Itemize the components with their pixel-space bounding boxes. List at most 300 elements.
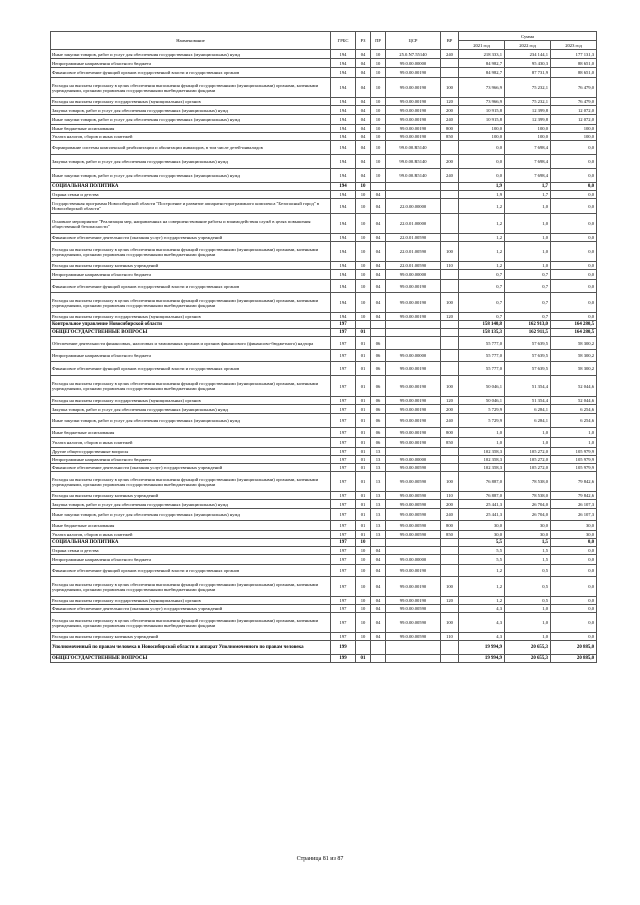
row-grbs: 197	[331, 597, 356, 605]
table-row	[51, 68, 597, 78]
row-rz: 10	[356, 183, 371, 191]
row-sum-2021: 19 994,9	[459, 655, 505, 663]
row-grbs: 197	[331, 547, 356, 555]
row-rz: 01	[356, 428, 371, 438]
row-name: Финансовое обеспечение функций органов государственной власти и государственных органов	[51, 565, 331, 577]
row-vr	[441, 329, 459, 337]
row-sum-2021: 10 915,8	[459, 115, 505, 125]
row-grbs: 197	[331, 428, 356, 438]
row-sum-2021: 4,3	[459, 605, 505, 613]
row-pr: 04	[371, 262, 386, 270]
row-pr: 04	[371, 280, 386, 293]
row-sum-2021: 73 966,9	[459, 98, 505, 106]
row-csr: 99.0.00.00000	[386, 270, 441, 280]
row-vr	[441, 234, 459, 242]
table-row	[51, 577, 597, 597]
row-sum-2023: 0,0	[551, 605, 597, 613]
row-rz: 01	[356, 509, 371, 521]
row-vr: 850	[441, 133, 459, 141]
row-pr: 10	[371, 169, 386, 183]
table-row	[51, 115, 597, 125]
row-name: Непрограммные направления областного бюджета	[51, 270, 331, 280]
row-sum-2022: 30,0	[505, 531, 551, 539]
row-sum-2021: 30,0	[459, 521, 505, 531]
table-row	[51, 199, 597, 214]
row-pr: 10	[371, 98, 386, 106]
row-pr: 04	[371, 313, 386, 321]
row-vr: 240	[441, 169, 459, 183]
row-csr: 99.0.00.00190	[386, 133, 441, 141]
row-sum-2023: 52 044,6	[551, 397, 597, 405]
row-name: Иные закупки товаров, работ и услуг для обеспечения государственных (муниципальных) нужд	[51, 414, 331, 428]
row-name: Иные закупки товаров, работ и услуг для обеспечения государственных (муниципальных) нужд	[51, 115, 331, 125]
row-sum-2021: 4,3	[459, 613, 505, 633]
row-name: Расходы на выплаты персоналу государственных (муниципальных) органов	[51, 313, 331, 321]
row-sum-2021: 5,5	[459, 555, 505, 565]
row-csr: 99.0.00.00590	[386, 464, 441, 472]
row-sum-2023: 164 280,5	[551, 321, 597, 329]
row-rz: 01	[356, 414, 371, 428]
row-pr	[371, 641, 386, 655]
row-vr	[441, 337, 459, 350]
table-row	[51, 155, 597, 169]
row-rz: 01	[356, 438, 371, 448]
row-sum-2022: 1,0	[505, 428, 551, 438]
row-sum-2022: 7 698,4	[505, 141, 551, 155]
row-csr: 99.0.00.00190	[386, 376, 441, 397]
row-sum-2023: 0,0	[551, 234, 597, 242]
row-vr	[441, 321, 459, 329]
row-grbs: 194	[331, 262, 356, 270]
row-pr: 04	[371, 242, 386, 262]
row-name: Уплата налогов, сборов и иных платежей	[51, 531, 331, 539]
table-body	[51, 50, 597, 663]
row-sum-2023: 0,0	[551, 577, 597, 597]
row-sum-2022: 1,0	[505, 605, 551, 613]
row-pr: 10	[371, 106, 386, 115]
row-csr: 99.0.00.00590	[386, 613, 441, 633]
row-sum-2022: 6 284,1	[505, 414, 551, 428]
table-row	[51, 464, 597, 472]
row-sum-2023: 100,0	[551, 133, 597, 141]
row-sum-2022: 12 399,8	[505, 106, 551, 115]
table-row	[51, 141, 597, 155]
row-rz: 10	[356, 633, 371, 641]
row-sum-2023: 1,0	[551, 428, 597, 438]
row-name: Закупка товаров, работ и услуг для обеспечения государственных (муниципальных) нужд	[51, 106, 331, 115]
row-sum-2023: 105 979,9	[551, 456, 597, 464]
row-csr: 99.0.00.R5140	[386, 141, 441, 155]
row-rz: 01	[356, 464, 371, 472]
row-vr	[441, 539, 459, 547]
table-row	[51, 397, 597, 405]
row-sum-2021: 0,0	[459, 169, 505, 183]
row-grbs: 194	[331, 106, 356, 115]
row-sum-2022: 1,5	[505, 547, 551, 555]
row-pr: 13	[371, 472, 386, 492]
row-sum-2021: 218 333,1	[459, 50, 505, 59]
row-rz: 04	[356, 125, 371, 133]
row-vr	[441, 464, 459, 472]
row-name: Расходы на выплаты персоналу государственных (муниципальных) органов	[51, 597, 331, 605]
row-rz: 01	[356, 492, 371, 500]
row-sum-2021: 50 046,1	[459, 397, 505, 405]
row-csr: 99.0.00.00190	[386, 565, 441, 577]
row-name: Финансовое обеспечение функций органов государственной власти и государственных органов	[51, 280, 331, 293]
row-vr: 100	[441, 577, 459, 597]
row-csr	[386, 329, 441, 337]
row-csr: 99.0.00.00590	[386, 492, 441, 500]
row-grbs: 197	[331, 577, 356, 597]
row-pr: 04	[371, 234, 386, 242]
table-row	[51, 98, 597, 106]
table-row	[51, 169, 597, 183]
row-rz: 04	[356, 106, 371, 115]
row-pr: 10	[371, 50, 386, 59]
row-grbs: 197	[331, 500, 356, 509]
table-row	[51, 633, 597, 641]
row-rz: 10	[356, 605, 371, 613]
row-pr: 04	[371, 613, 386, 633]
row-pr: 04	[371, 605, 386, 613]
row-vr	[441, 565, 459, 577]
row-vr	[441, 448, 459, 456]
row-csr: 99.0.00.00190	[386, 397, 441, 405]
row-grbs: 197	[331, 456, 356, 464]
row-csr: 99.0.00.00190	[386, 362, 441, 376]
row-name: Иные бюджетные ассигнования	[51, 125, 331, 133]
row-name: Уполномоченный по правам человека в Новосибирской области и аппарат Уполномоченного по правам человека	[51, 641, 331, 655]
row-sum-2021: 0,7	[459, 280, 505, 293]
row-name: Расходы на выплаты персоналу в целях обеспечения выполнения функций государственными (муниципальными) органами, казенными учреждениями, органами управления государственными внебюджетными фондами	[51, 472, 331, 492]
row-pr: 10	[371, 141, 386, 155]
row-sum-2023: 0,0	[551, 633, 597, 641]
row-rz: 04	[356, 115, 371, 125]
row-csr: 99.0.00.00590	[386, 605, 441, 613]
row-csr: 99.0.00.00590	[386, 633, 441, 641]
header-name: Наименование	[51, 32, 331, 50]
row-grbs: 194	[331, 313, 356, 321]
row-sum-2022: 0,5	[505, 577, 551, 597]
row-rz	[356, 321, 371, 329]
header-year-2021: 2021 год	[459, 41, 505, 50]
row-sum-2022: 30,0	[505, 521, 551, 531]
row-sum-2023: 0,0	[551, 293, 597, 313]
row-sum-2022: 75 232,1	[505, 98, 551, 106]
table-row	[51, 448, 597, 456]
table-row	[51, 270, 597, 280]
row-vr	[441, 199, 459, 214]
row-csr	[386, 655, 441, 663]
row-sum-2021: 5,5	[459, 539, 505, 547]
row-csr: 22.0.01.00590	[386, 262, 441, 270]
row-rz: 01	[356, 655, 371, 663]
table-row	[51, 183, 597, 191]
row-vr: 100	[441, 242, 459, 262]
row-vr: 100	[441, 472, 459, 492]
row-sum-2022: 1,0	[505, 438, 551, 448]
row-sum-2021: 100,0	[459, 133, 505, 141]
row-csr: 99.0.00.00190	[386, 115, 441, 125]
header-rz: РЗ	[356, 32, 371, 50]
row-pr: 13	[371, 521, 386, 531]
row-name: Расходы на выплаты персоналу в целях обеспечения выполнения функций государственными (муниципальными) органами, казенными учреждениями, органами управления государственными внебюджетными фондами	[51, 78, 331, 98]
row-grbs: 194	[331, 280, 356, 293]
row-csr	[386, 337, 441, 350]
row-sum-2021: 50 046,1	[459, 376, 505, 397]
table-row	[51, 605, 597, 613]
row-pr: 13	[371, 531, 386, 539]
row-sum-2023: 177 131,3	[551, 50, 597, 59]
row-sum-2022: 105 272,0	[505, 448, 551, 456]
row-rz: 01	[356, 405, 371, 414]
row-pr: 06	[371, 414, 386, 428]
row-vr	[441, 456, 459, 464]
row-sum-2021: 19 994,9	[459, 641, 505, 655]
row-grbs: 194	[331, 125, 356, 133]
row-sum-2021: 25 441,3	[459, 509, 505, 521]
row-sum-2022: 20 655,3	[505, 655, 551, 663]
header-csr: ЦСР	[386, 32, 441, 50]
row-csr: 22.0.00.00000	[386, 199, 441, 214]
row-name: Закупка товаров, работ и услуг для обеспечения государственных (муниципальных) нужд	[51, 155, 331, 169]
row-pr: 04	[371, 577, 386, 597]
row-pr	[371, 183, 386, 191]
row-sum-2021: 73 966,9	[459, 78, 505, 98]
row-name: Охрана семьи и детства	[51, 191, 331, 199]
row-sum-2022: 0,7	[505, 293, 551, 313]
row-grbs: 197	[331, 464, 356, 472]
row-sum-2023: 26 107,3	[551, 500, 597, 509]
table-row	[51, 500, 597, 509]
row-rz: 10	[356, 262, 371, 270]
row-sum-2023: 0,0	[551, 141, 597, 155]
row-rz: 10	[356, 313, 371, 321]
row-grbs: 197	[331, 531, 356, 539]
row-csr: 99.0.00.00190	[386, 313, 441, 321]
row-csr: 99.0.00.00590	[386, 472, 441, 492]
row-rz: 04	[356, 50, 371, 59]
row-rz: 01	[356, 362, 371, 376]
row-sum-2022: 51 354,4	[505, 397, 551, 405]
row-sum-2023: 6 254,6	[551, 405, 597, 414]
row-vr: 850	[441, 531, 459, 539]
table-row	[51, 641, 597, 655]
row-sum-2023: 0,0	[551, 547, 597, 555]
row-name: Иные бюджетные ассигнования	[51, 428, 331, 438]
table-row	[51, 321, 597, 329]
row-sum-2023: 100,0	[551, 125, 597, 133]
row-csr: 99.0.00.00590	[386, 531, 441, 539]
row-sum-2023: 164 280,5	[551, 329, 597, 337]
table-row	[51, 456, 597, 464]
table-row	[51, 125, 597, 133]
row-vr	[441, 641, 459, 655]
row-rz: 01	[356, 337, 371, 350]
row-pr: 04	[371, 597, 386, 605]
row-vr	[441, 655, 459, 663]
row-pr: 04	[371, 547, 386, 555]
row-sum-2021: 10 915,8	[459, 106, 505, 115]
row-csr: 99.0.00.00190	[386, 577, 441, 597]
row-sum-2023: 76 479,0	[551, 98, 597, 106]
row-vr: 100	[441, 293, 459, 313]
row-name: Расходы на выплаты персоналу в целях обеспечения выполнения функций государственными (муниципальными) органами, казенными учреждениями, органами управления государственными внебюджетными фондами	[51, 613, 331, 633]
row-sum-2022: 26 704,0	[505, 500, 551, 509]
row-sum-2022: 7 698,4	[505, 169, 551, 183]
row-csr: 99.0.00.00000	[386, 350, 441, 362]
row-sum-2021: 1,9	[459, 191, 505, 199]
row-sum-2022: 1,0	[505, 199, 551, 214]
row-sum-2023: 0,0	[551, 597, 597, 605]
row-name: Расходы на выплаты персоналу в целях обеспечения выполнения функций государственными (муниципальными) органами, казенными учреждениями, органами управления государственными внебюджетными фондами	[51, 577, 331, 597]
row-name: СОЦИАЛЬНАЯ ПОЛИТИКА	[51, 539, 331, 547]
row-sum-2021: 1,2	[459, 214, 505, 234]
row-sum-2023: 30,0	[551, 531, 597, 539]
row-csr: 99.0.00.00590	[386, 500, 441, 509]
row-pr: 06	[371, 397, 386, 405]
row-grbs: 197	[331, 613, 356, 633]
row-grbs: 197	[331, 492, 356, 500]
row-sum-2022: 95 430,3	[505, 59, 551, 68]
row-name: Финансовое обеспечение деятельности (оказания услуг) государственных учреждений	[51, 464, 331, 472]
row-sum-2022: 6 284,1	[505, 405, 551, 414]
row-csr: 99.0.00.00190	[386, 98, 441, 106]
row-sum-2022: 1,7	[505, 191, 551, 199]
row-csr	[386, 321, 441, 329]
row-vr	[441, 270, 459, 280]
row-rz: 10	[356, 565, 371, 577]
row-sum-2021: 1,9	[459, 183, 505, 191]
row-grbs: 194	[331, 214, 356, 234]
row-grbs: 197	[331, 565, 356, 577]
row-grbs: 194	[331, 115, 356, 125]
row-sum-2021: 1,2	[459, 242, 505, 262]
row-rz: 04	[356, 59, 371, 68]
row-rz: 04	[356, 68, 371, 78]
row-rz: 04	[356, 141, 371, 155]
table-row	[51, 329, 597, 337]
header-row	[51, 32, 597, 41]
row-sum-2022: 1,0	[505, 633, 551, 641]
row-pr: 06	[371, 337, 386, 350]
row-rz: 04	[356, 78, 371, 98]
row-sum-2022: 234 144,1	[505, 50, 551, 59]
row-grbs: 194	[331, 98, 356, 106]
row-vr: 240	[441, 414, 459, 428]
row-name: Финансовое обеспечение функций органов государственной власти и государственных органов	[51, 362, 331, 376]
row-vr: 800	[441, 521, 459, 531]
row-csr: 99.0.00.00190	[386, 68, 441, 78]
table-row	[51, 50, 597, 59]
row-vr: 100	[441, 613, 459, 633]
row-rz: 01	[356, 472, 371, 492]
row-vr	[441, 68, 459, 78]
row-grbs: 199	[331, 655, 356, 663]
row-sum-2023: 0,0	[551, 242, 597, 262]
row-csr: 99.0.00.00190	[386, 414, 441, 428]
row-sum-2023: 105 979,9	[551, 464, 597, 472]
row-sum-2022: 57 639,5	[505, 350, 551, 362]
table-row	[51, 78, 597, 98]
row-sum-2023: 58 300,2	[551, 362, 597, 376]
row-pr: 04	[371, 270, 386, 280]
row-sum-2022: 78 538,0	[505, 492, 551, 500]
table-row	[51, 555, 597, 565]
row-csr: 99.0.00.00590	[386, 509, 441, 521]
row-pr: 06	[371, 405, 386, 414]
row-vr: 200	[441, 500, 459, 509]
row-rz: 01	[356, 397, 371, 405]
row-name: Финансовое обеспечение функций органов государственной власти и государственных органов	[51, 68, 331, 78]
row-sum-2023: 58 300,2	[551, 337, 597, 350]
row-name: Контрольное управление Новосибирской области	[51, 321, 331, 329]
row-vr	[441, 547, 459, 555]
row-sum-2021: 0,7	[459, 313, 505, 321]
row-grbs: 194	[331, 293, 356, 313]
row-rz: 01	[356, 329, 371, 337]
row-name: ОБЩЕГОСУДАРСТВЕННЫЕ ВОПРОСЫ	[51, 655, 331, 663]
header-year-2022: 2022 год	[505, 41, 551, 50]
row-sum-2022: 57 639,5	[505, 362, 551, 376]
row-sum-2022: 51 354,4	[505, 376, 551, 397]
row-pr: 13	[371, 456, 386, 464]
row-rz: 10	[356, 293, 371, 313]
row-vr: 850	[441, 438, 459, 448]
row-pr: 10	[371, 59, 386, 68]
row-vr: 800	[441, 428, 459, 438]
table-row	[51, 655, 597, 663]
row-sum-2023: 0,0	[551, 183, 597, 191]
row-sum-2021: 0,0	[459, 141, 505, 155]
row-sum-2023: 0,0	[551, 565, 597, 577]
row-pr: 13	[371, 500, 386, 509]
table-row	[51, 613, 597, 633]
row-sum-2023: 0,0	[551, 191, 597, 199]
row-sum-2021: 0,7	[459, 293, 505, 313]
row-sum-2021: 55 777,0	[459, 337, 505, 350]
row-name: Иные закупки товаров, работ и услуг для обеспечения государственных (муниципальных) нужд	[51, 50, 331, 59]
row-grbs: 197	[331, 337, 356, 350]
table-row	[51, 414, 597, 428]
row-sum-2021: 1,2	[459, 577, 505, 597]
row-name: Расходы на выплаты персоналу казенных учреждений	[51, 633, 331, 641]
row-sum-2021: 30,0	[459, 531, 505, 539]
row-csr	[386, 183, 441, 191]
table-row	[51, 428, 597, 438]
row-sum-2023: 105 979,9	[551, 448, 597, 456]
row-grbs: 194	[331, 155, 356, 169]
table-row	[51, 350, 597, 362]
row-grbs: 197	[331, 521, 356, 531]
row-sum-2021: 100,0	[459, 125, 505, 133]
row-sum-2021: 4,3	[459, 633, 505, 641]
row-vr: 110	[441, 262, 459, 270]
row-vr: 800	[441, 125, 459, 133]
table-row	[51, 438, 597, 448]
table-row	[51, 521, 597, 531]
row-rz: 01	[356, 376, 371, 397]
row-sum-2023: 0,0	[551, 199, 597, 214]
row-grbs: 194	[331, 191, 356, 199]
header-grbs: ГРБС	[331, 32, 356, 50]
row-sum-2023: 0,0	[551, 214, 597, 234]
row-pr: 06	[371, 350, 386, 362]
row-sum-2021: 55 777,0	[459, 362, 505, 376]
row-sum-2022: 162 913,0	[505, 321, 551, 329]
row-vr: 120	[441, 597, 459, 605]
row-csr	[386, 448, 441, 456]
